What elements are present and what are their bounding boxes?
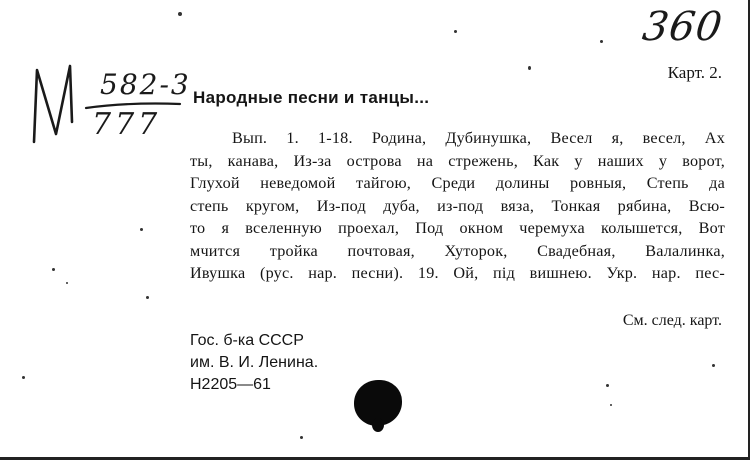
see-next-card: См. след. карт. <box>622 312 722 329</box>
dust-speck <box>140 228 143 231</box>
body-line: мчится тройка почтовая, Хуторок, Свадебная, Валалинка, <box>190 241 725 260</box>
dust-speck <box>300 436 303 439</box>
shelf-mark-top: 582-3 <box>100 68 191 101</box>
library-code: Н2205—61 <box>190 376 271 393</box>
body-line: Глухой неведомой тайгою, Среди долины ровныя, Степь да <box>190 174 725 192</box>
handwritten-m-letter <box>34 66 72 142</box>
body-line: Вып. 1. 1-18. Родина, Дубинушка, Весел я, весел, Ах <box>232 129 725 147</box>
card-label: Карт. 2. <box>667 63 722 82</box>
dust-speck <box>528 66 531 70</box>
dust-speck <box>146 296 149 299</box>
dust-speck <box>600 40 603 43</box>
handwritten-number: 360 <box>639 4 726 50</box>
dust-speck <box>178 12 182 16</box>
card-body-text <box>190 127 725 285</box>
dust-speck <box>22 376 25 379</box>
dust-speck <box>52 268 55 271</box>
body-line: ты, канава, Из-за острова на стрежень, Как у наших у ворот, <box>190 151 725 170</box>
dust-speck <box>712 364 715 367</box>
shelf-mark-bottom: 777 <box>92 107 162 142</box>
dust-speck <box>66 282 68 284</box>
library-name: Гос. б-ка СССР <box>190 332 304 349</box>
dust-speck <box>606 384 609 387</box>
ink-blot <box>354 380 402 426</box>
body-line: Ивушка (рус. нар. песни). 19. Ой, пiд вишнею. Укр. нар. пес- <box>190 264 725 282</box>
dust-speck <box>454 30 457 33</box>
library-dedication: им. В. И. Ленина. <box>190 354 319 371</box>
body-line: то я вселенную проехал, Под окном черемуха колышется, Вот <box>190 219 725 237</box>
card-heading: Народные песни и танцы... <box>193 88 430 107</box>
dust-speck <box>610 404 612 406</box>
library-stamp <box>190 330 318 396</box>
body-line: степь кругом, Из-под дуба, из-под вяза, Тонкая рябина, Всю- <box>190 196 725 215</box>
